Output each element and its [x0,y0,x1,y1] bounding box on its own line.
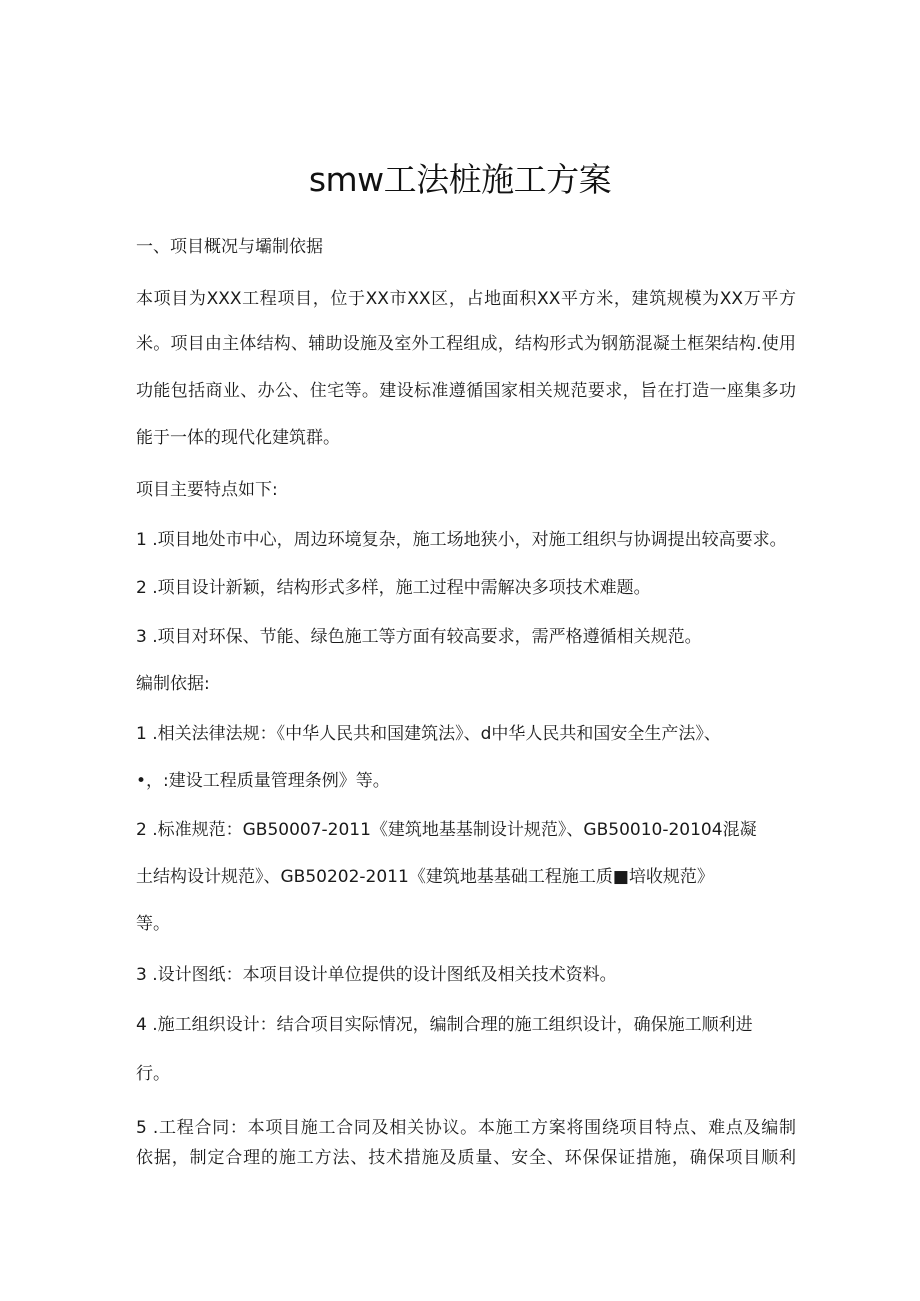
document-title: smw工法桩施工方案 [308,160,612,199]
paragraph-line: 功能包括商业、办公、住宅等。建设标准遵循国家相关规范要求，旨在打造一座集多功 [136,381,796,401]
list-item-continuation: 等。 [136,914,170,934]
list-item: 1 .相关法律法规：《中华人民共和国建筑法》、d中华人民共和国安全生产法》、 [136,724,721,744]
paragraph-line: 本项目为XXX工程项目，位于XX市XX区，占地面积XX平方米，建筑规模为XX万平方 [136,289,796,309]
list-item: 4 .施工组织设计：结合项目实际情况，编制合理的施工组织设计，确保施工顺利进 [136,1015,753,1035]
list-item: 2 .标准规范：GB50007-2011《建筑地基基制设计规范》、GB50010-20104混凝 [136,820,757,840]
paragraph-line: 米。项目由主体结构、辅助设施及室外工程组成，结构形式为钢筋混凝土框架结构.使用 [136,334,796,354]
list-item: 3 .设计图纸：本项目设计单位提供的设计图纸及相关技术资料。 [136,965,617,985]
list-item: 3 .项目对环保、节能、绿色施工等方面有较高要求，需严格遵循相关规范。 [136,627,702,647]
paragraph-line: 能于一体的现代化建筑群。 [136,428,340,448]
list-item-continuation: •，:建设工程质量管理条例》等。 [136,771,390,791]
list-item: 1 .项目地处市中心，周边环境复杂，施工场地狭小，对施工组织与协调提出较高要求。 [136,530,787,550]
paragraph-line: 项目主要特点如下: [136,480,278,500]
list-item-continuation: 行。 [136,1064,170,1084]
paragraph-line: 编制依据: [136,674,210,694]
list-item-continuation: 土结构设计规范》、GB50202-2011《建筑地基基础工程施工质■培收规范》 [136,867,714,887]
section-heading: 一、项目概况与壩制依据 [136,237,323,257]
list-item-continuation: 依据，制定合理的施工方法、技术措施及质量、安全、环保保证措施，确保项目顺利 [136,1148,796,1168]
list-item: 5 .工程合同：本项目施工合同及相关协议。本施工方案将围绕项目特点、难点及编制 [136,1118,796,1138]
list-item: 2 .项目设计新颖，结构形式多样，施工过程中需解决多项技术难题。 [136,578,651,598]
